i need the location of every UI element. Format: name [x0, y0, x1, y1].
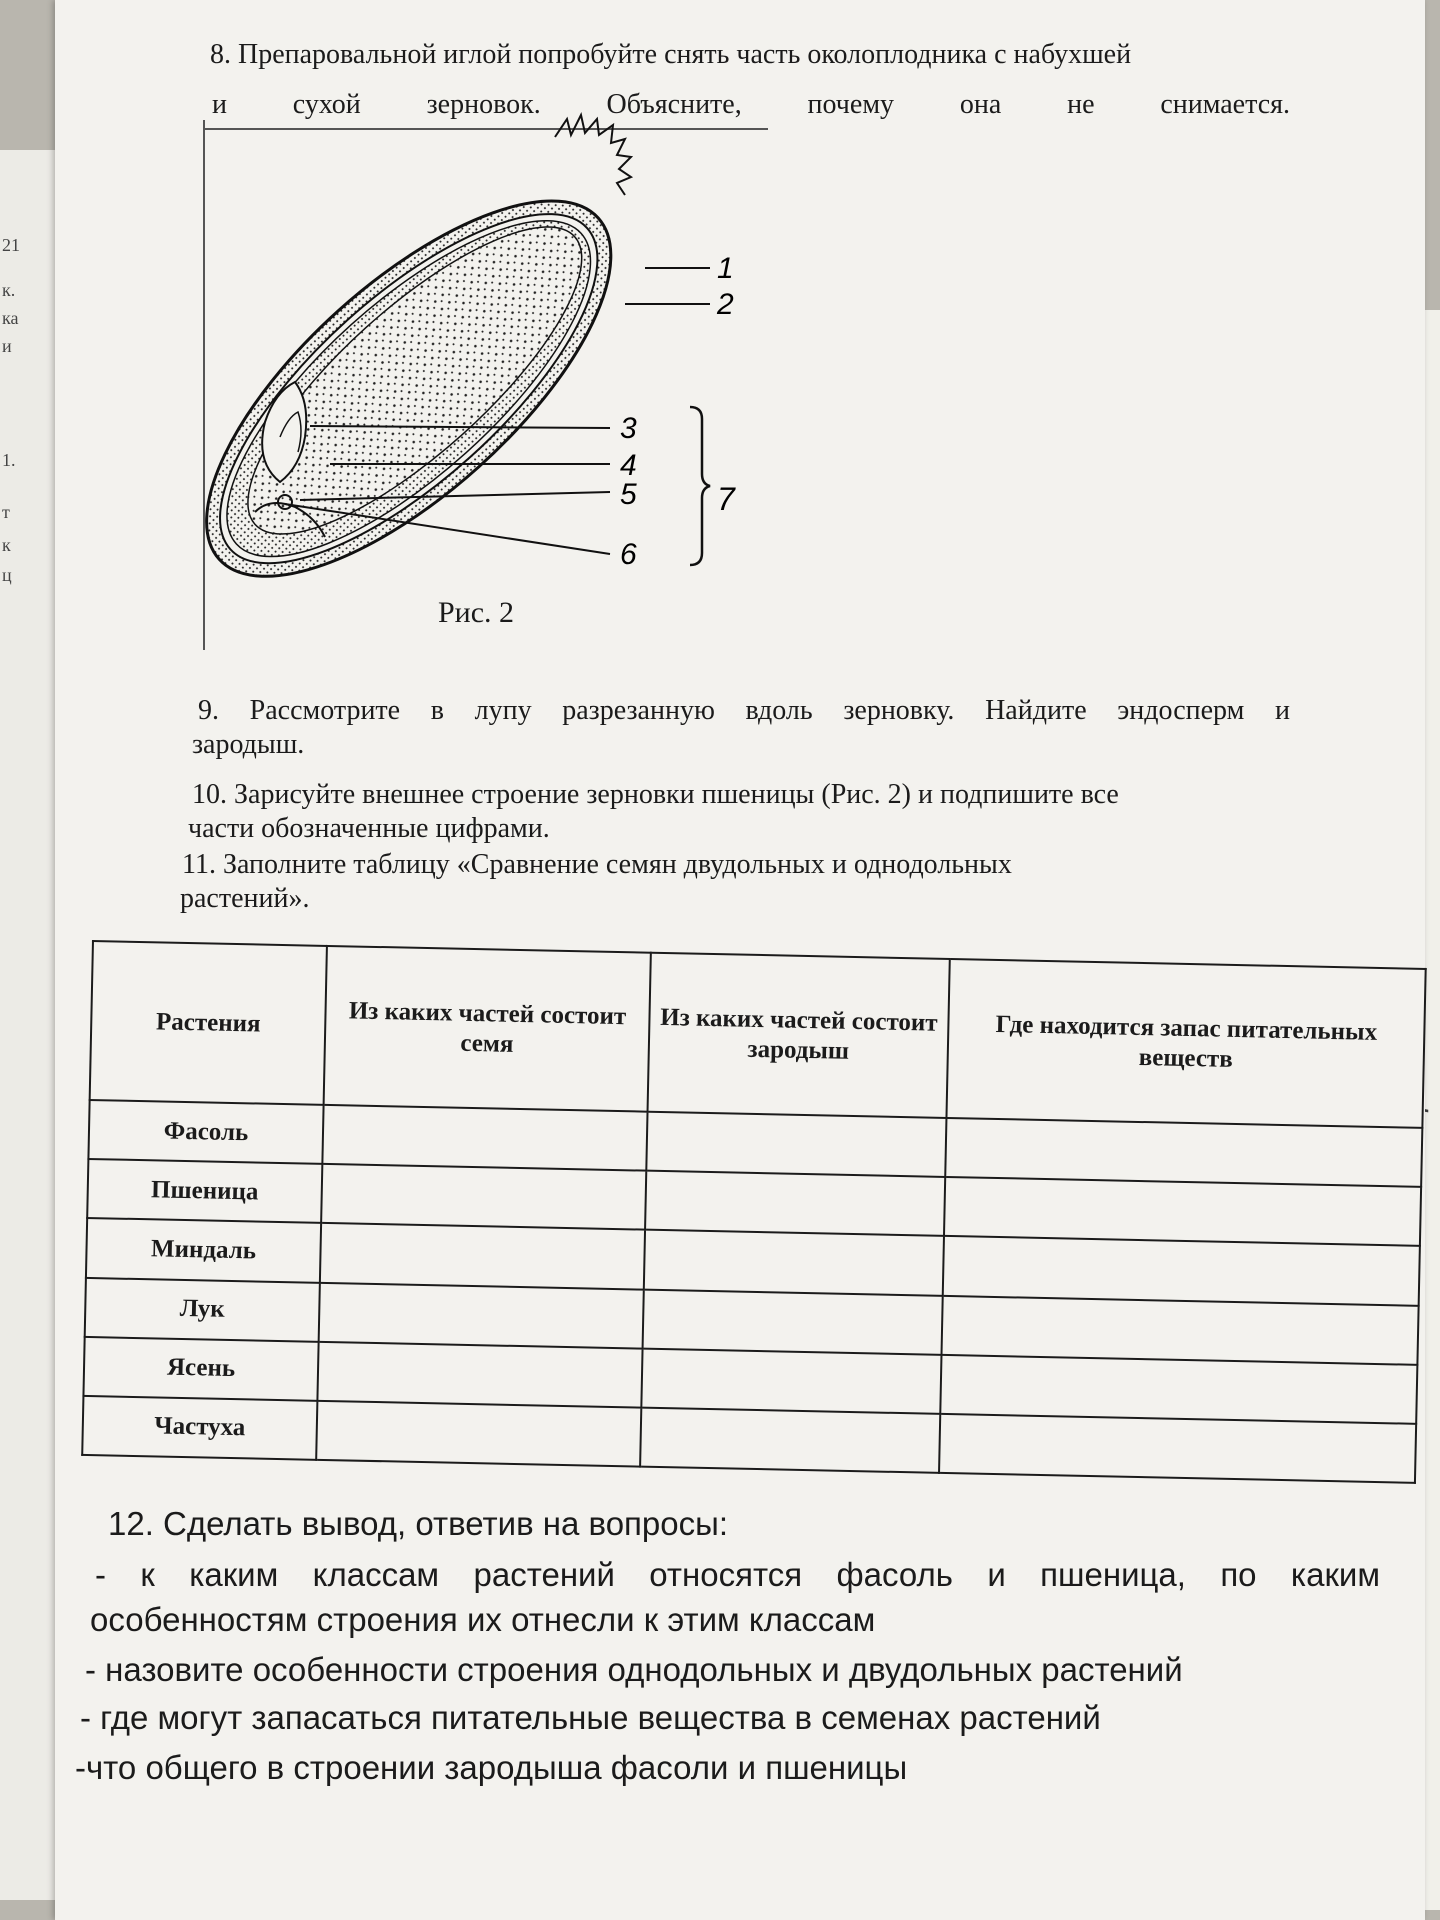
answer-cell[interactable] — [644, 1230, 944, 1295]
plant-name: Ясень — [83, 1337, 318, 1401]
answer-cell[interactable] — [940, 1355, 1417, 1424]
figure-label-5: 5 — [620, 478, 637, 511]
answer-cell[interactable] — [322, 1105, 647, 1171]
answer-cell[interactable] — [939, 1414, 1416, 1483]
figure-label-3: 3 — [620, 412, 637, 445]
answer-cell[interactable] — [641, 1348, 941, 1413]
q12-bullet-2: - назовите особенности строения однодольных и двудольных растений — [85, 1651, 1183, 1688]
plant-name: Частуха — [82, 1396, 317, 1460]
answer-cell[interactable] — [645, 1171, 945, 1236]
header-seed-parts: Из каких частей состоит семя — [324, 946, 651, 1112]
q9-line1: 9. Рассмотрите в лупу разрезанную вдоль зерновку. Найдите эндосперм и — [198, 695, 1290, 726]
answer-cell[interactable] — [646, 1112, 946, 1177]
left-fragment: и — [2, 336, 12, 356]
q10-line2: части обозначенные цифрами. — [188, 813, 550, 844]
plant-name: Пшеница — [87, 1159, 322, 1223]
adjacent-page-left — [0, 150, 61, 1900]
q12-bullet-1a: - к каким классам растений относятся фасоль и пшеница, по каким — [95, 1556, 1380, 1593]
q9-line2: зародыш. — [192, 729, 305, 760]
answer-cell[interactable] — [944, 1177, 1421, 1246]
answer-cell[interactable] — [943, 1236, 1420, 1305]
figure-label-1: 1 — [717, 252, 734, 285]
figure-label-2: 2 — [717, 288, 734, 321]
answer-cell[interactable] — [320, 1223, 645, 1289]
answer-cell[interactable] — [942, 1295, 1419, 1364]
figure-label-6: 6 — [620, 538, 637, 571]
left-fragment: к. — [2, 280, 16, 300]
table-header-row — [90, 941, 1426, 1128]
header-plants: Растения — [90, 941, 327, 1105]
left-fragment: 21 — [2, 235, 20, 255]
q11-line1: 11. Заполните таблицу «Сравнение семян двудольных и однодольных — [182, 849, 1012, 880]
q10-line1: 10. Зарисуйте внешнее строение зерновки пшеницы (Рис. 2) и подпишите все — [192, 779, 1119, 810]
q8-line1: 8. Препаровальной иглой попробуйте снять часть околоплодника с набухшей — [210, 39, 1132, 70]
q12-bullet-3: - где могут запасаться питательные вещества в семенах растений — [80, 1699, 1101, 1736]
header-nutrient-store: Где находится запас питательных веществ — [946, 959, 1425, 1128]
figure-label-4: 4 — [620, 449, 637, 482]
answer-cell[interactable] — [643, 1289, 943, 1354]
answer-cell[interactable] — [640, 1407, 940, 1472]
plant-name: Фасоль — [88, 1100, 323, 1164]
left-fragment: ц — [2, 565, 12, 585]
answer-cell[interactable] — [945, 1118, 1422, 1187]
q12-bullet-4: -что общего в строении зародыша фасоли и пшеницы — [75, 1749, 908, 1786]
answer-cell[interactable] — [319, 1282, 644, 1348]
q8-line2: и сухой зерновок. Объясните, почему она не снимается. — [212, 89, 1290, 120]
plant-name: Лук — [85, 1277, 320, 1341]
plant-name: Миндаль — [86, 1218, 321, 1282]
left-fragment: к — [2, 535, 11, 555]
comparison-table — [81, 940, 1427, 1484]
left-fragment: 1. — [2, 450, 16, 470]
header-embryo-parts: Из каких частей состоит зародыш — [648, 953, 950, 1118]
q12-bullet-1b: особенностям строения их отнесли к этим классам — [90, 1601, 876, 1638]
answer-cell[interactable] — [321, 1164, 646, 1230]
wheat-grain-figure — [205, 92, 770, 652]
q12-title: 12. Сделать вывод, ответив на вопросы: — [108, 1505, 729, 1542]
figure-label-7: 7 — [717, 481, 735, 517]
figure-caption: Рис. 2 — [438, 596, 515, 629]
left-fragment: ка — [2, 308, 19, 328]
answer-cell[interactable] — [317, 1341, 642, 1407]
left-fragment: т — [2, 502, 10, 522]
answer-cell[interactable] — [316, 1401, 641, 1467]
q11-line2: растений». — [180, 883, 310, 914]
